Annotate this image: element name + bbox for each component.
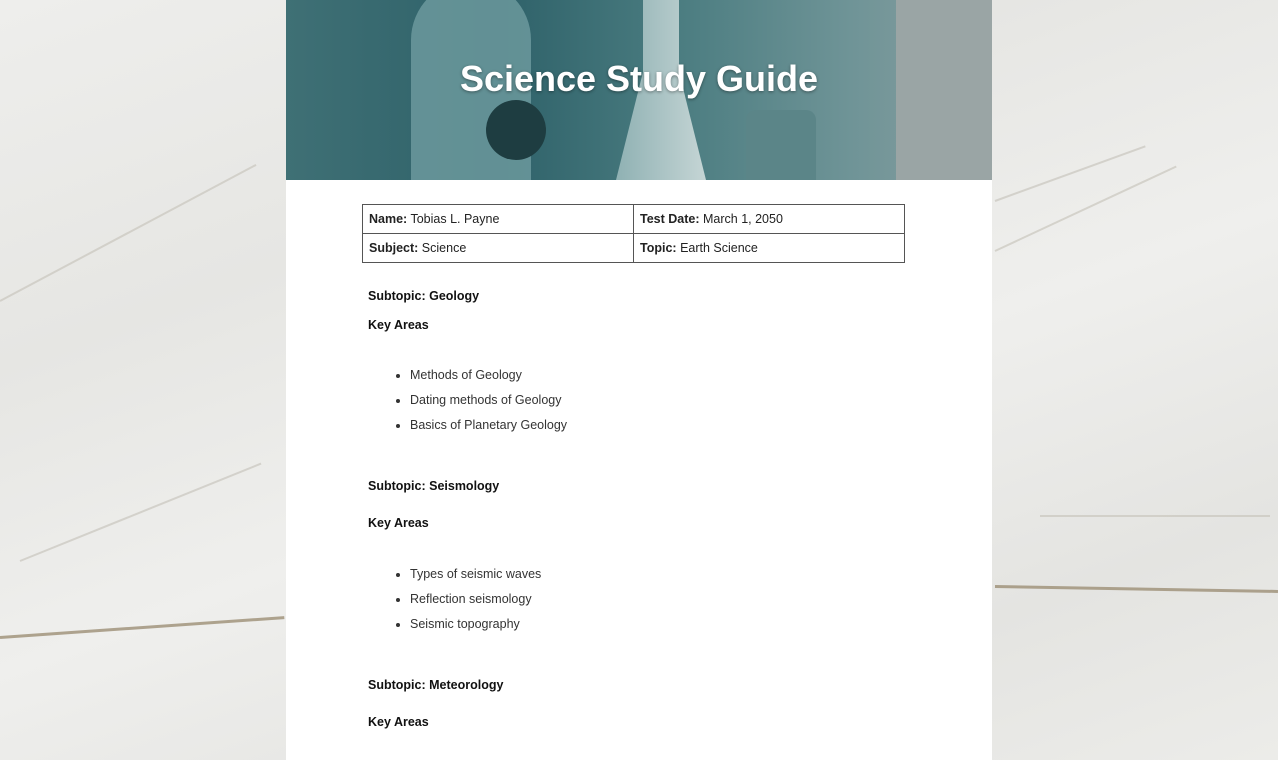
- list-item: • Seismic topography: [410, 616, 541, 641]
- key-areas-list: [392, 367, 567, 442]
- key-areas-heading: Key Areas: [368, 318, 429, 332]
- header-banner: [286, 0, 992, 180]
- list-item: • Basics of Planetary Geology: [410, 417, 567, 442]
- key-areas-heading: Key Areas: [368, 516, 429, 530]
- list-item: • Reflection seismology: [410, 591, 541, 616]
- list-item: • Methods of Geology: [410, 367, 567, 392]
- test-date-cell: Test Date: March 1, 2050: [634, 205, 905, 234]
- name-cell: Name: Tobias L. Payne: [363, 205, 634, 234]
- topic-cell: Topic: Earth Science: [634, 234, 905, 263]
- key-areas-list: [392, 566, 541, 641]
- info-table: [362, 204, 905, 263]
- key-areas-heading: Key Areas: [368, 715, 429, 729]
- list-item: • Dating methods of Geology: [410, 392, 567, 417]
- subtopic-heading: Subtopic: Geology: [368, 289, 480, 303]
- document-page: [286, 0, 992, 760]
- list-item: • Types of seismic waves: [410, 566, 541, 591]
- subtopic-heading: Subtopic: Seismology: [368, 479, 500, 493]
- subject-cell: Subject: Science: [363, 234, 634, 263]
- page-title: Science Study Guide: [459, 58, 819, 99]
- subtopic-heading: Subtopic: Meteorology: [368, 678, 504, 692]
